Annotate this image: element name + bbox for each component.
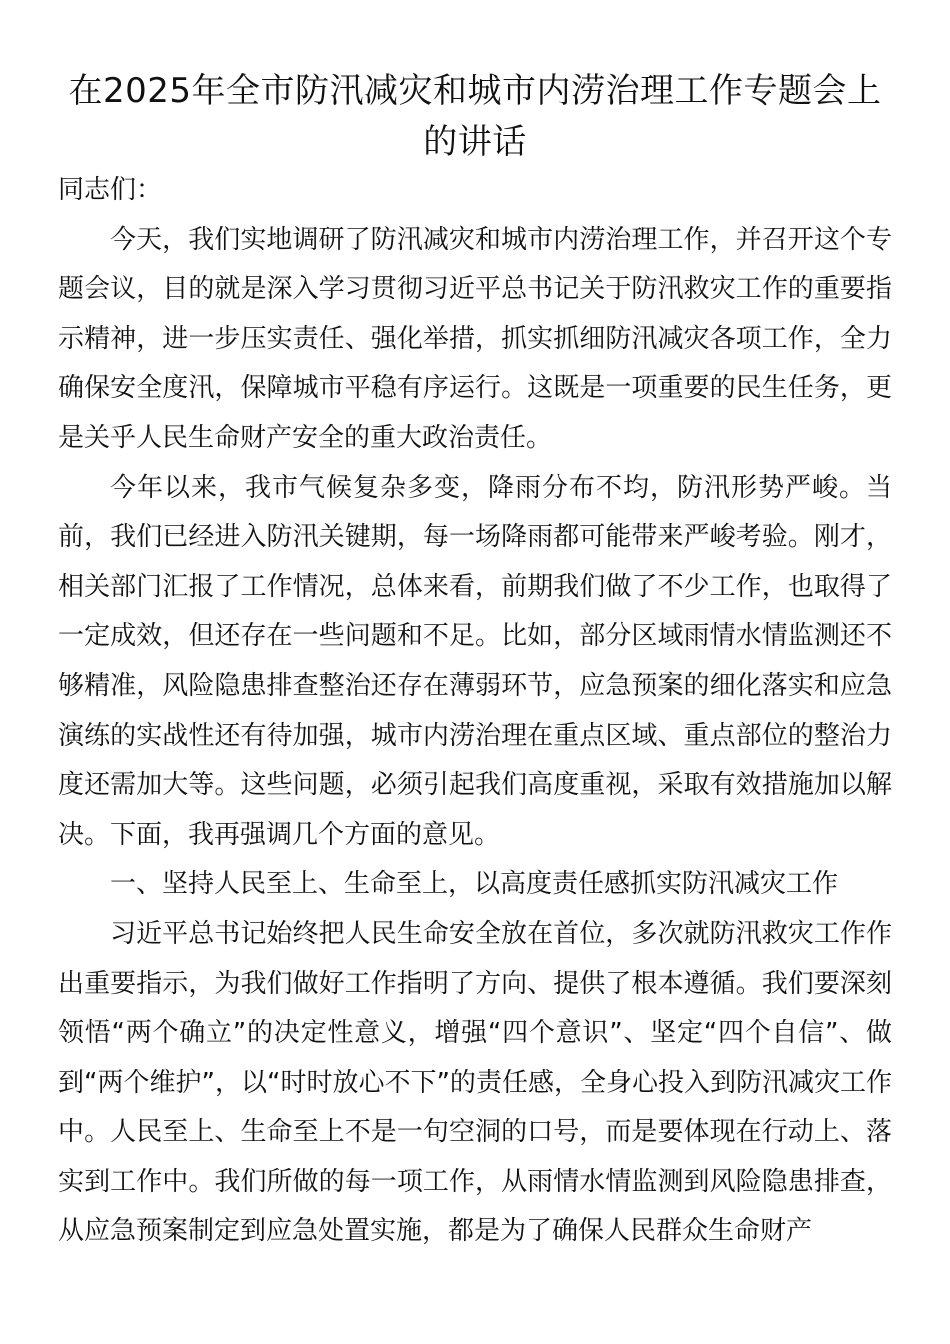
section-heading-1: 一、坚持人民至上、生命至上，以高度责任感抓实防汛减灾工作 bbox=[110, 869, 839, 900]
salutation: 同志们： bbox=[58, 175, 163, 205]
paragraph-1: 今天，我们实地调研了防汛减灾和城市内涝治理工作，并召开这个专题会议，目的就是深入学习贯彻习近平总书记关于防汛救灾工作的重要指示精神，进一步压实责任、强化举措，抓实抓细防汛减灾各项工作，全力确保安全度汛，保障城市平稳有序运行。这既是一项重要的民生任务，更是关乎人民生命财产安全的重大政治责任。 bbox=[58, 224, 892, 453]
paragraph-2: 今年以来，我市气候复杂多变，降雨分布不均，防汛形势严峻。当前，我们已经进入防汛关键期，每一场降雨都可能带来严峻考验。刚才，相关部门汇报了工作情况，总体来看，前期我们做了不少工作，也取得了一定成效，但还存在一些问题和不足。比如，部分区域雨情水情监测还不够精准，风险隐患排查整治还存在薄弱环节，应急预案的细化落实和应急演练的实战性还有待加强，城市内涝治理在重点区域、重点部位的整治力度还需加大等。这些问题，必须引起我们高度重视，采取有效措施加以解决。下面，我再强调几个方面的意见。 bbox=[58, 472, 892, 850]
section-1-paragraph: 习近平总书记始终把人民生命安全放在首位，多次就防汛救灾工作作出重要指示，为我们做好工作指明了方向、提供了根本遵循。我们要深刻领悟“两个确立”的决定性意义，增强“四个意识”、坚定“四个自信”、做到“两个维护”，以“时时放心不下”的责任感，全身心投入到防汛减灾工作中。人民至上、生命至上不是一句空洞的口号，而是要体现在行动上、落实到工作中。我们所做的每一项工作，从雨情水情监测到风险隐患排查，从应急预案制定到应急处置实施，都是为了确保人民群众生命财产 bbox=[58, 918, 892, 1247]
document-title: 在2025年全市防汛减灾和城市内涝治理工作专题会上的讲话 bbox=[68, 71, 882, 162]
document-body bbox=[58, 166, 892, 1257]
